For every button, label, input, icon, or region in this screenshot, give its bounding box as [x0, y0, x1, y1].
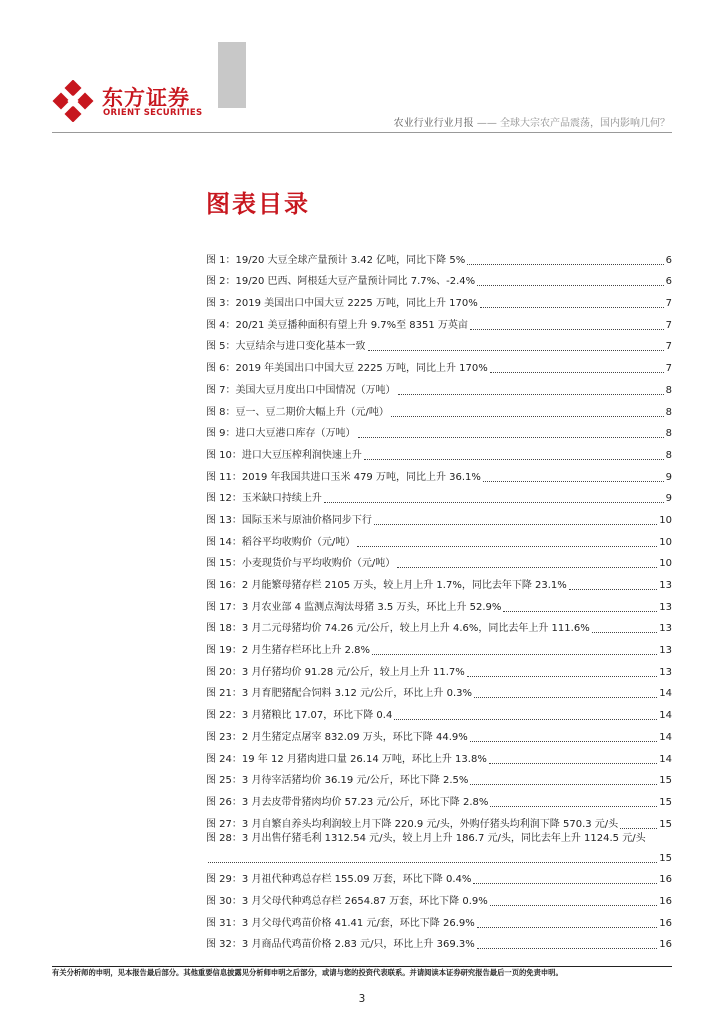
toc-entry-label: 图 31：3 月父母代鸡苗价格 41.41 元/套，环比下降 26.9%: [206, 917, 475, 929]
toc-leader-dots: [357, 546, 657, 547]
toc-leader-dots: [473, 883, 657, 884]
toc-entry-page: 13: [659, 623, 672, 635]
toc-leader-dots: [483, 481, 664, 482]
toc-leader-dots: [364, 459, 664, 460]
toc-leader-dots: [398, 394, 664, 395]
toc-leader-dots: [480, 307, 664, 308]
toc-entry-page: 13: [659, 666, 672, 678]
toc-entry-page: 15: [659, 852, 672, 864]
toc-entry-page: 10: [659, 514, 672, 526]
toc-entry-page: 15: [659, 818, 672, 830]
header-separator: ——: [473, 118, 500, 129]
toc-entry-label: 图 23：2 月生猪定点屠宰 832.09 万头，环比下降 44.9%: [206, 731, 468, 743]
toc-leader-dots: [477, 948, 658, 949]
toc-entry-label: 图 21：3 月育肥猪配合饲料 3.12 元/公斤，环比上升 0.3%: [206, 688, 473, 700]
toc-entry[interactable]: [206, 745, 672, 767]
toc-entry[interactable]: [206, 268, 672, 290]
toc-entry-label: 图 14：稻谷平均收购价（元/吨）: [206, 536, 356, 548]
toc-entry[interactable]: [206, 571, 672, 593]
toc-entry[interactable]: [206, 931, 672, 953]
toc-entry-label: 图 8：豆一、豆二期价大幅上升（元/吨）: [206, 406, 389, 418]
logo-english-name: ORIENT SECURITIES: [103, 108, 203, 118]
toc-leader-dots: [477, 285, 663, 286]
toc-entry[interactable]: [206, 723, 672, 745]
toc-entry[interactable]: [206, 311, 672, 333]
toc-entry[interactable]: [206, 810, 672, 832]
toc-entry-label: 图 7：美国大豆月度出口中国情况（万吨）: [206, 384, 396, 396]
toc-entry-page: 16: [659, 874, 672, 886]
header-grey-bar: [218, 42, 246, 108]
toc-entry[interactable]: [206, 354, 672, 376]
toc-entry[interactable]: [206, 441, 672, 463]
report-subtitle: 全球大宗农产品震荡，国内影响几何？: [500, 118, 670, 129]
toc-leader-dots: [474, 697, 657, 698]
toc-entry-page: 8: [665, 428, 672, 440]
toc-entry[interactable]: [206, 866, 672, 888]
toc-entry[interactable]: [206, 832, 672, 866]
report-type: 农业行业行业月报: [393, 118, 474, 129]
toc-entry-page: 14: [659, 710, 672, 722]
toc-entry-page: 14: [659, 731, 672, 743]
toc-entry-label: 图 29：3 月祖代种鸡总存栏 155.09 万套，环比下降 0.4%: [206, 874, 472, 886]
toc-entry[interactable]: [206, 909, 672, 931]
toc-leader-dots: [470, 784, 657, 785]
toc-entry-label: 图 13：国际玉米与原油价格同步下行: [206, 514, 372, 526]
toc-entry-page: 8: [665, 449, 672, 461]
toc-entry-page: 13: [659, 601, 672, 613]
toc-entry[interactable]: [206, 788, 672, 810]
toc-leader-dots: [358, 437, 664, 438]
toc-entry-page: 14: [659, 688, 672, 700]
toc-entry[interactable]: [206, 887, 672, 909]
page-number: 3: [358, 993, 366, 1005]
toc-entry[interactable]: [206, 506, 672, 528]
toc-entry-label: 图 26：3 月去皮带骨猪肉均价 57.23 元/公斤，环比下降 2.8%: [206, 796, 489, 808]
toc-entry-label: 图 5：大豆结余与进口变化基本一致: [206, 341, 366, 353]
toc-entry-page: 15: [659, 775, 672, 787]
toc-entry-page: 16: [659, 917, 672, 929]
toc-entry[interactable]: [206, 333, 672, 355]
toc-entry[interactable]: [206, 398, 672, 420]
toc-leader-dots: [394, 719, 657, 720]
toc-entry-label: 图 17：3 月农业部 4 监测点淘汰母猪 3.5 万头，环比上升 52.9%: [206, 601, 502, 613]
toc-entry-label: 图 12：玉米缺口持续上升: [206, 493, 322, 505]
toc-entry-page: 13: [659, 645, 672, 657]
figure-list: [206, 246, 672, 952]
toc-leader-dots: [368, 350, 664, 351]
toc-leader-dots: [490, 806, 657, 807]
report-header: [394, 114, 670, 129]
toc-entry-label: 图 4：20/21 美豆播种面积有望上升 9.7%至 8351 万英亩: [206, 319, 468, 331]
toc-entry-label: 图 11：2019 年我国共进口玉米 479 万吨，同比上升 36.1%: [206, 471, 481, 483]
toc-entry-label: 图 18：3 月二元母猪均价 74.26 元/公斤，较上月上升 4.6%，同比去年上升 111.6%: [206, 623, 590, 635]
toc-entry-page: 10: [659, 536, 672, 548]
toc-entry-label: 图 22：3 月猪粮比 17.07，环比下降 0.4: [206, 710, 393, 722]
toc-entry[interactable]: [206, 636, 672, 658]
company-logo: [52, 80, 212, 120]
toc-entry-page: 7: [665, 341, 672, 353]
toc-leader-dots: [477, 927, 658, 928]
toc-entry-label: 图 15：小麦现货价与平均收购价（元/吨）: [206, 558, 396, 570]
toc-entry-label: 图 32：3 月商品代鸡苗价格 2.83 元/只，环比上升 369.3%: [206, 939, 475, 951]
toc-leader-dots: [592, 632, 658, 633]
toc-entry[interactable]: [206, 680, 672, 702]
footer-divider: [52, 966, 672, 967]
toc-entry-page: 16: [659, 895, 672, 907]
toc-leader-dots: [467, 676, 658, 677]
toc-leader-dots: [503, 611, 657, 612]
toc-entry[interactable]: [206, 376, 672, 398]
toc-leader-dots: [470, 741, 658, 742]
toc-entry-label: 图 24：19 年 12 月猪肉进口量 26.14 万吨，环比上升 13.8%: [206, 753, 487, 765]
toc-entry[interactable]: [206, 289, 672, 311]
toc-entry-page: 15: [659, 796, 672, 808]
toc-entry-page: 16: [659, 939, 672, 951]
toc-entry-page: 6: [665, 276, 672, 288]
toc-entry-label: 图 1：19/20 大豆全球产量预计 3.42 亿吨，同比下降 5%: [206, 254, 466, 266]
toc-entry-label: 图 10：进口大豆压榨利润快速上升: [206, 449, 362, 461]
toc-entry-page: 8: [665, 406, 672, 418]
toc-leader-dots: [569, 589, 657, 590]
toc-entry-page: 13: [659, 580, 672, 591]
toc-leader-dots: [470, 329, 664, 330]
toc-leader-dots: [620, 828, 657, 829]
toc-entry[interactable]: [206, 528, 672, 550]
toc-entry-label: 图 6：2019 年美国出口中国大豆 2225 万吨，同比上升 170%: [206, 363, 488, 375]
toc-entry-label: 图 3：2019 美国出口中国大豆 2225 万吨，同比上升 170%: [206, 298, 478, 310]
toc-leader-dots: [467, 264, 663, 265]
toc-entry-page: 6: [665, 254, 672, 266]
toc-entry-label: 图 25：3 月待宰活猪均价 36.19 元/公斤，环比下降 2.5%: [206, 775, 469, 787]
toc-entry[interactable]: [206, 701, 672, 723]
toc-leader-dots: [372, 654, 657, 655]
toc-entry-page: 7: [665, 319, 672, 331]
toc-leader-dots: [490, 905, 658, 906]
toc-leader-dots: [391, 416, 664, 417]
toc-leader-dots: [208, 862, 657, 863]
toc-entry[interactable]: [206, 463, 672, 485]
toc-entry-label: 图 30：3 月父母代种鸡总存栏 2654.87 万套，环比下降 0.9%: [206, 895, 488, 907]
toc-entry[interactable]: [206, 767, 672, 789]
toc-entry[interactable]: [206, 593, 672, 615]
toc-entry-page: 10: [659, 558, 672, 570]
toc-leader-dots: [324, 502, 664, 503]
toc-leader-dots: [397, 567, 657, 568]
toc-entry-page: 9: [665, 493, 672, 505]
toc-entry-label: 图 2：19/20 巴西、阿根廷大豆产量预计同比 7.7%、-2.4%: [206, 276, 476, 288]
toc-leader-dots: [490, 372, 664, 373]
toc-entry[interactable]: [206, 658, 672, 680]
toc-entry-label: 图 28：3 月出售仔猪毛利 1312.54 元/头，较上月上升 186.7 元/头，同比去年上升 1124.5 元/头: [206, 832, 646, 844]
header-divider: [52, 132, 672, 133]
footer-disclaimer: 有关分析师的申明，见本报告最后部分。其他重要信息披露见分析师申明之后部分，或请与您的投资代表联系。并请阅读本证券研究报告最后一页的免责申明。: [52, 968, 563, 977]
toc-entry-label: 图 27：3 月自繁自养头均利润较上月下降 220.9 元/头，外购仔猪头均利润下降 570.3 元/头: [206, 818, 619, 830]
toc-entry-label: 图 9：进口大豆港口库存（万吨）: [206, 428, 356, 440]
page-title: 图表目录: [206, 190, 310, 218]
toc-entry[interactable]: [206, 485, 672, 507]
orient-securities-logo-icon: [52, 80, 94, 122]
toc-entry-page: 9: [665, 471, 672, 483]
toc-entry-label: 图 20：3 月仔猪均价 91.28 元/公斤，较上月上升 11.7%: [206, 666, 465, 678]
toc-entry[interactable]: [206, 550, 672, 572]
toc-entry-page: 14: [659, 753, 672, 765]
toc-entry[interactable]: [206, 420, 672, 442]
toc-leader-dots: [374, 524, 657, 525]
toc-entry-label: 图 16：2 月能繁母猪存栏 2105 万头，较上月上升 1.7%，同比去年下降 23.1%: [206, 580, 567, 591]
toc-entry[interactable]: [206, 246, 672, 268]
toc-entry-page: 7: [665, 363, 672, 375]
toc-leader-dots: [489, 763, 657, 764]
toc-entry[interactable]: [206, 615, 672, 637]
toc-entry-label: 图 19：2 月生猪存栏环比上升 2.8%: [206, 645, 371, 657]
logo-chinese-name: 东方证券: [102, 86, 190, 110]
toc-entry-page: 7: [665, 298, 672, 310]
toc-entry-page: 8: [665, 384, 672, 396]
